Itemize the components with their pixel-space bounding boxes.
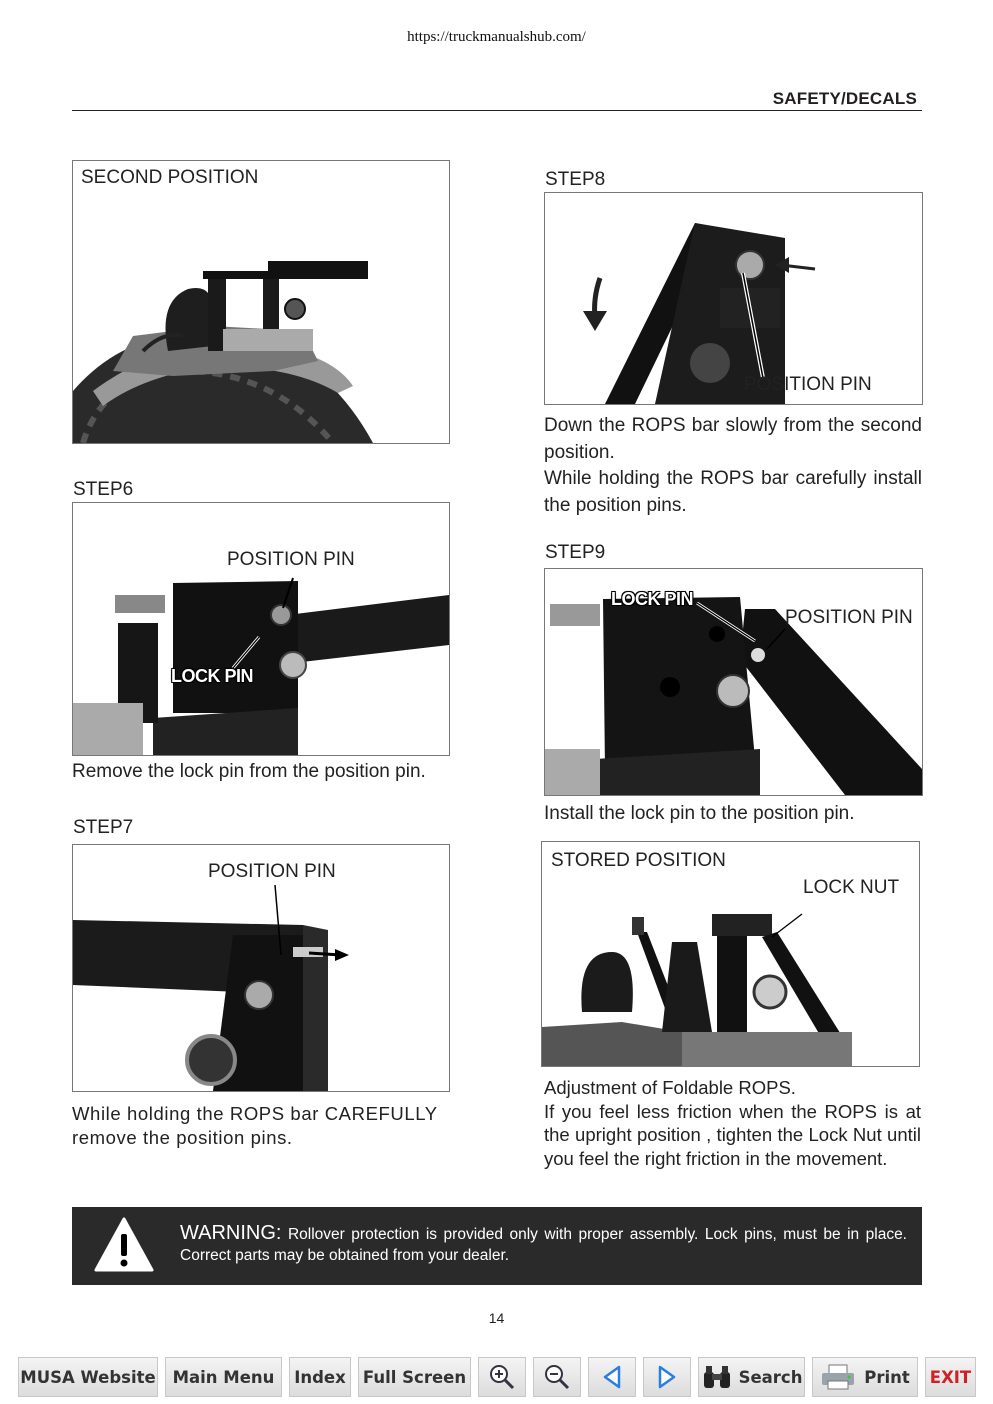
index-button[interactable] xyxy=(289,1357,351,1397)
source-url: https://truckmanualshub.com/ xyxy=(407,29,586,45)
arrow-left-icon xyxy=(601,1364,623,1390)
callout-position-pin xyxy=(744,374,872,396)
main-menu-button[interactable] xyxy=(165,1357,282,1397)
figure-step7 xyxy=(72,844,450,1092)
warning-message: Rollover protection is provided only with proper assembly. Lock pins, must be in place. Correct parts may be obtained from your dealer. xyxy=(180,1226,907,1264)
figure-stored-position xyxy=(541,841,920,1067)
search-button[interactable] xyxy=(698,1357,805,1397)
step6-title: STEP6 xyxy=(73,479,134,500)
figure-second-position xyxy=(72,160,450,444)
step9-title: STEP9 xyxy=(545,542,606,563)
caption-title: Adjustment of Foldable ROPS. xyxy=(544,1077,796,1098)
caption-body: If you feel less friction when the ROPS is at the upright position , tighten the Lock Nut until you feel the right friction in the movement. xyxy=(544,1100,921,1169)
step9-photo xyxy=(545,569,922,795)
musa-website-label: MUSA Website xyxy=(20,1367,156,1387)
warning-banner xyxy=(72,1207,922,1285)
figure-step8 xyxy=(544,192,923,405)
stored-position-caption xyxy=(544,1076,921,1170)
page-number: 14 xyxy=(488,1310,505,1326)
full-screen-label: Full Screen xyxy=(362,1367,467,1387)
step9-caption: Install the lock pin to the position pin. xyxy=(544,803,855,824)
step6-caption: Remove the lock pin from the position pin. xyxy=(72,761,426,782)
callout-position-pin: POSITION PIN xyxy=(208,861,336,882)
full-screen-button[interactable] xyxy=(358,1357,471,1397)
zoom-out-button[interactable] xyxy=(533,1357,581,1397)
index-label: Index xyxy=(294,1367,346,1387)
step6-photo xyxy=(73,503,449,755)
callout-lock-pin: LOCK PIN xyxy=(171,666,254,686)
figure-label: STORED POSITION xyxy=(551,850,726,871)
arrow-right-icon xyxy=(656,1364,678,1390)
callout-lock-nut: LOCK NUT xyxy=(803,877,900,898)
callout-lock-pin: LOCK PIN xyxy=(611,589,694,609)
warning-triangle-icon xyxy=(93,1216,155,1274)
figure-step6 xyxy=(72,502,450,756)
printer-icon xyxy=(820,1363,856,1391)
search-label: Search xyxy=(738,1367,803,1387)
tractor-rops-photo xyxy=(73,161,449,443)
callout-position-pin: POSITION PIN xyxy=(227,549,355,570)
exit-button[interactable] xyxy=(925,1357,976,1397)
figure-step9 xyxy=(544,568,923,796)
warning-word: WARNING: xyxy=(180,1222,282,1244)
main-menu-label: Main Menu xyxy=(172,1367,275,1387)
section-title: SAFETY/DECALS xyxy=(772,89,917,108)
exit-label: EXIT xyxy=(929,1367,972,1387)
step7-title: STEP7 xyxy=(73,817,134,838)
step8-caption xyxy=(544,413,922,519)
header-rule xyxy=(72,110,922,111)
musa-website-button[interactable] xyxy=(18,1357,158,1397)
callout-position-pin: POSITION PIN xyxy=(785,607,913,628)
zoom-out-icon xyxy=(543,1363,571,1391)
step8-photo xyxy=(545,193,922,404)
navigation-bar xyxy=(18,1357,976,1399)
zoom-in-icon xyxy=(488,1363,516,1391)
step8-caption-line2: While holding the ROPS bar carefully install the position pins. xyxy=(544,468,922,516)
callout-position-pin-text: POSITION PIN xyxy=(744,374,872,395)
step7-caption: While holding the ROPS bar CAREFULLY remove the position pins. xyxy=(72,1103,438,1148)
figure-label: SECOND POSITION xyxy=(81,167,259,188)
next-page-button[interactable] xyxy=(643,1357,691,1397)
print-button[interactable] xyxy=(812,1357,918,1397)
zoom-in-button[interactable] xyxy=(478,1357,526,1397)
previous-page-button[interactable] xyxy=(588,1357,636,1397)
binoculars-icon xyxy=(701,1364,733,1390)
step8-caption-line1: Down the ROPS bar slowly from the second position. xyxy=(544,415,922,463)
step8-title: STEP8 xyxy=(545,169,606,190)
stored-position-photo xyxy=(542,842,919,1066)
warning-text-block xyxy=(180,1223,907,1266)
print-label: Print xyxy=(864,1367,910,1387)
